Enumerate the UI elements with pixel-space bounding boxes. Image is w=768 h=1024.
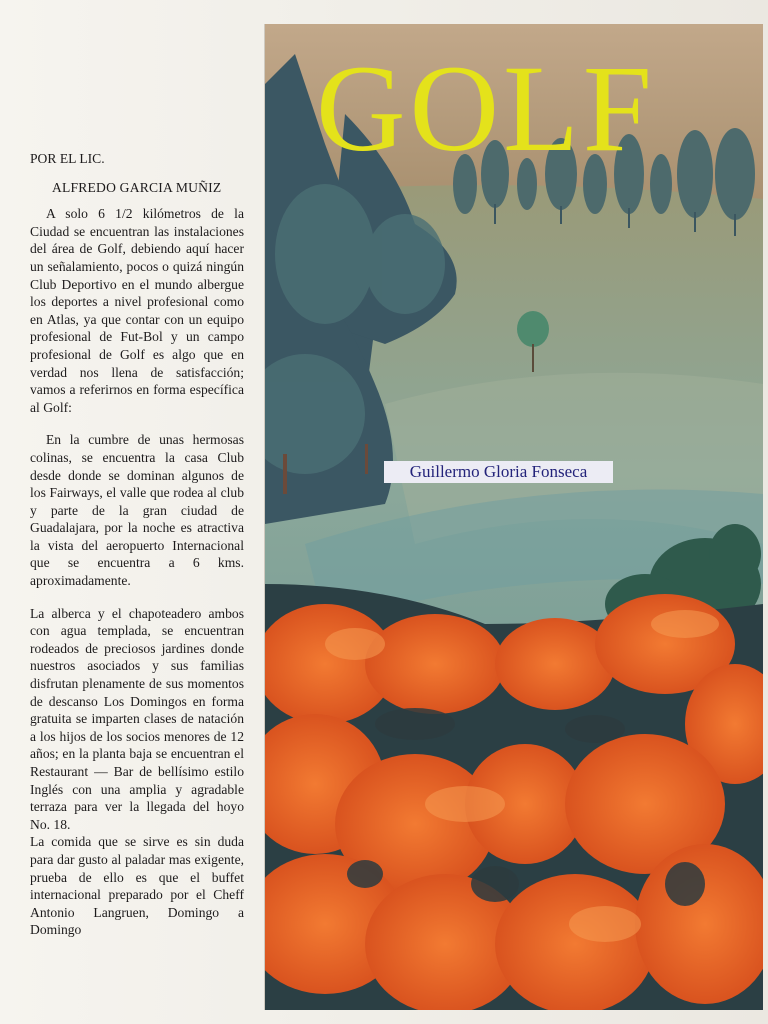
photo-credit: Guillermo Gloria Fonseca bbox=[384, 461, 613, 483]
article-title: GOLF bbox=[316, 40, 656, 177]
article-paragraph: En la cumbre de unas hermosas colinas, se encuentra la casa Club desde donde se dominan algunos de los Fairways, el valle que rodea al club y parte de la gran ciudad de Guadalajara, por la noche es atractiva la vista del aeropuerto Internacional que se encuentra a 6 kms. aproximadamente. bbox=[30, 432, 244, 589]
byline: POR EL LIC. bbox=[30, 151, 105, 166]
article-paragraph: A solo 6 1/2 kilómetros de la Ciudad se encuentran las instalaciones del área de Golf, debiendo aquí hacer un señalamiento, pocos o quizá ningún Club Deportivo en el mundo albergue los deportes a nivel profesional como en Atlas, ya que contar con un equipo profesional de Fut-Bol y un campo profesional de Golf es algo que en verdad nos llena de satisfacción; vamos a referirnos en forma específica al Golf: bbox=[30, 206, 244, 415]
article-text-column bbox=[30, 150, 244, 939]
author-name: ALFREDO GARCIA MUÑIZ bbox=[52, 179, 222, 195]
article-paragraph: La comida que se sirve es sin duda para dar gusto al paladar mas exigente, prueba de ello es que el buffet internacional preparado por el Cheff Antonio Langruen, Domingo a Domingo bbox=[30, 834, 244, 938]
article-paragraph: La alberca y el chapoteadero ambos con agua templada, se encuentran rodeados de preciosos jardines donde nuestros asociados y sus familias disfrutan plenamente de sus momentos de descanso Los Domingos en forma gratuita se imparten clases de natación a los hijos de los socios menores de 12 años; en la planta baja se encuentran el Restaurant — Bar de bellísimo estilo Inglés con una amplia y agradable terraza para ver la llegada del hoyo No. 18. bbox=[30, 605, 244, 832]
